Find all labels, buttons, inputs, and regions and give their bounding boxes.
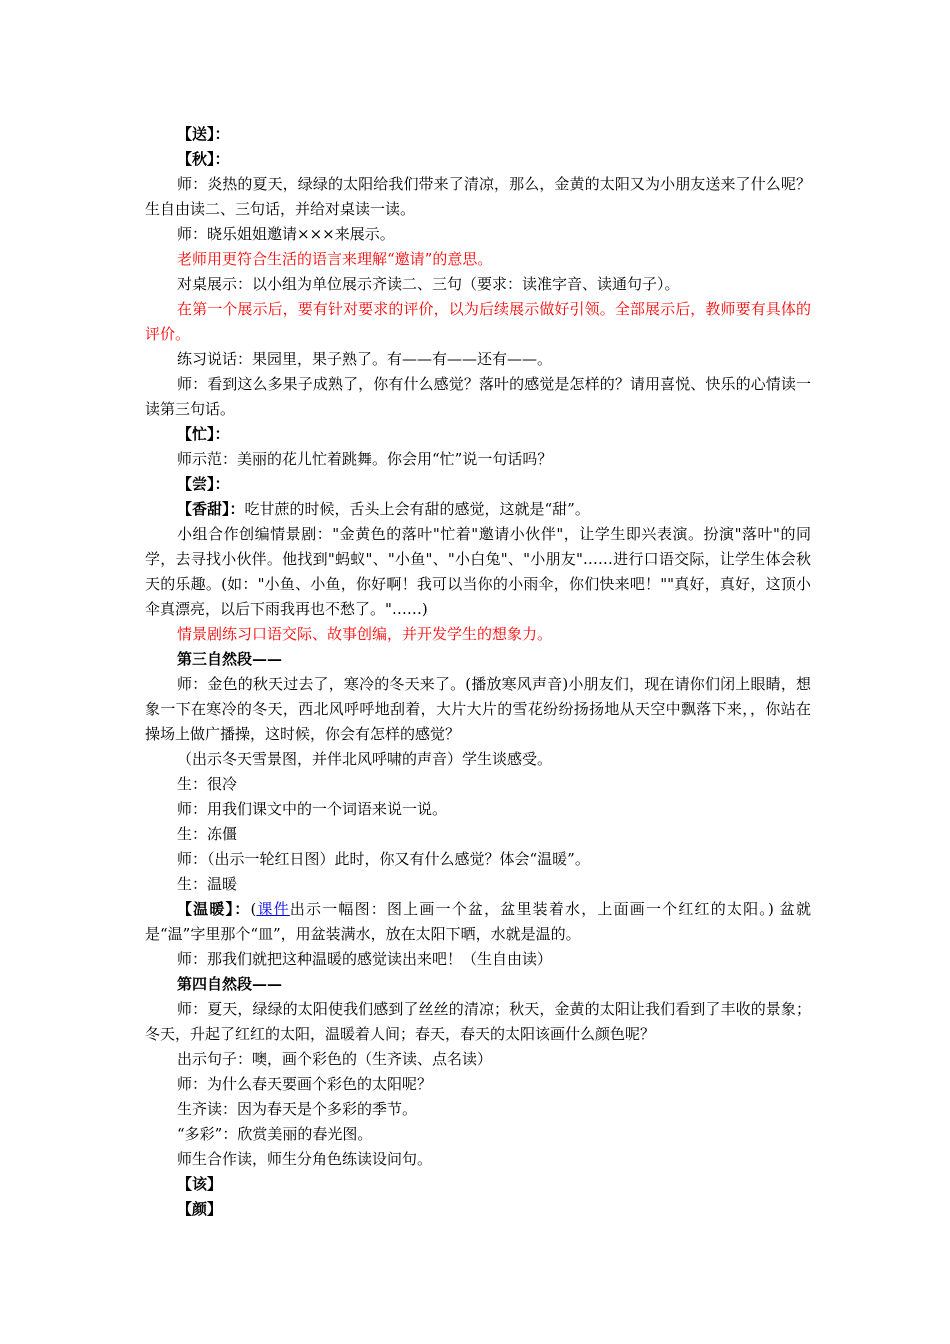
heading-mang <box>145 422 811 447</box>
paragraph-student-answer: 生：冻僵 <box>177 825 238 843</box>
heading-text: 【尝】： <box>177 475 230 493</box>
paragraph-seasons: 师：夏天，绿绿的太阳使我们感到了丝丝的清凉；秋天，金黄的太阳让我们看到了丰收的景象；冬天，升起了红红的太阳，温暖着人间；春天，春天的太阳该画什么颜色呢？ <box>145 1000 811 1043</box>
paragraph-student-answer: 生：很冷 <box>177 775 238 793</box>
paragraph-group-read: 生齐读：因为春天是个多彩的季节。 <box>177 1100 418 1118</box>
section-title: 第四自然段—— <box>177 975 283 993</box>
heading-yan <box>145 1197 811 1222</box>
courseware-link[interactable]: 课件 <box>256 900 290 918</box>
paragraph-student-answer: 生：温暖 <box>177 875 238 893</box>
paragraph-speaking-practice: 练习说话：果园里，果子熟了。有——有——还有——。 <box>177 350 553 368</box>
paragraph-desk-show: 对桌展示：以小组为单位展示齐读二、三句（要求：读准字音、读通句子）。 <box>177 275 680 293</box>
heading-text: 【秋】： <box>177 150 230 168</box>
section-heading-4 <box>145 972 811 997</box>
heading-text: 【送】： <box>177 125 230 143</box>
paragraph-warm <box>145 897 811 947</box>
paragraph-colorful: “多彩”：欣赏美丽的春光图。 <box>177 1125 373 1143</box>
heading-gai <box>145 1172 811 1197</box>
term-label: 【温暖】： <box>177 900 251 918</box>
section-heading-3 <box>145 647 811 672</box>
paragraph-red-sun: 师：（出示一轮红日图）此时，你又有什么感觉？体会“温暖”。 <box>177 850 590 868</box>
teaching-note: 情景剧练习口语交际、故事创编，并开发学生的想象力。 <box>177 625 553 643</box>
heading-qiu <box>145 147 811 172</box>
term-text: ( <box>250 900 257 918</box>
paragraph-invite: 师：晓乐姐姐邀请×××来展示。 <box>177 225 395 243</box>
paragraph-teacher-question: 师：炎热的夏天，绿绿的太阳给我们带来了清凉，那么，金黄的太阳又为小朋友送来了什么呢？生自由读二、三句话，并给对桌读一读。 <box>145 175 811 218</box>
heading-song <box>145 122 811 147</box>
paragraph-teacher-line: 师：用我们课文中的一个词语来说一说。 <box>177 800 448 818</box>
paragraph-teacher-line: 师：为什么春天要画个彩色的太阳呢？ <box>177 1075 433 1093</box>
paragraph-snow-scene: （出示冬天雪景图，并伴北风呼啸的声音）学生谈感受。 <box>177 750 553 768</box>
paragraph-show-sentence: 出示句子：噢，画个彩色的（生齐读、点名读） <box>177 1050 493 1068</box>
heading-text: 【该】 <box>177 1175 223 1193</box>
heading-text: 【颜】 <box>177 1200 223 1218</box>
paragraph-read-aloud: 师：那我们就把这种温暖的感觉读出来吧！（生自由读） <box>177 950 553 968</box>
heading-chang <box>145 472 811 497</box>
paragraph-sweet <box>145 497 811 522</box>
heading-text: 【忙】： <box>177 425 230 443</box>
term-text-tail: 出示一幅图：图上画一个盆，盆里装着水，上面画一个红红的太阳。) 盆就是“温”字里那个“皿”，用盆装满水，放在太阳下晒，水就是温的。 <box>145 900 811 943</box>
paragraph-role-play: 小组合作创编情景剧："金黄色的落叶"忙着"邀请小伙伴"，让学生即兴表演。扮演"落叶"的同学，去寻找小伙伴。他找到"蚂蚁"、"小鱼"、"小白兔"、"小朋友"……进行口语交际，让学生体会秋天的乐趣。(如："小鱼、小鱼，你好啊！我可以当你的小雨伞，你们快来吧！""真好，真好，这顶小伞真漂亮，以后下雨我再也不愁了。"……) <box>145 525 811 618</box>
paragraph-role-read: 师生合作读，师生分角色练读设问句。 <box>177 1150 433 1168</box>
document-body <box>145 122 811 1222</box>
teaching-note: 在第一个展示后，要有针对要求的评价，以为后续展示做好引领。全部展示后，教师要有具体的评价。 <box>145 300 811 343</box>
term-label: 【香甜】： <box>177 500 245 518</box>
term-text: 吃甘蔗的时候，舌头上会有甜的感觉，这就是“甜”。 <box>244 500 590 518</box>
paragraph-demo: 师示范：美丽的花儿忙着跳舞。你会用“忙”说一句话吗？ <box>177 450 553 468</box>
paragraph-winter: 师：金色的秋天过去了，寒冷的冬天来了。(播放寒风声音)小朋友们，现在请你们闭上眼睛，想象一下在寒冷的冬天，西北风呼呼地刮着，大片大片的雪花纷纷扬扬地从天空中飘落下来，，你站在操场上做广播操，这时候，你会有怎样的感觉？ <box>145 675 811 743</box>
section-title: 第三自然段—— <box>177 650 283 668</box>
teaching-note: 老师用更符合生活的语言来理解“邀请”的意思。 <box>177 250 493 268</box>
paragraph-feeling-question: 师：看到这么多果子成熟了，你有什么感觉？落叶的感觉是怎样的？请用喜悦、快乐的心情读一读第三句话。 <box>145 375 811 418</box>
